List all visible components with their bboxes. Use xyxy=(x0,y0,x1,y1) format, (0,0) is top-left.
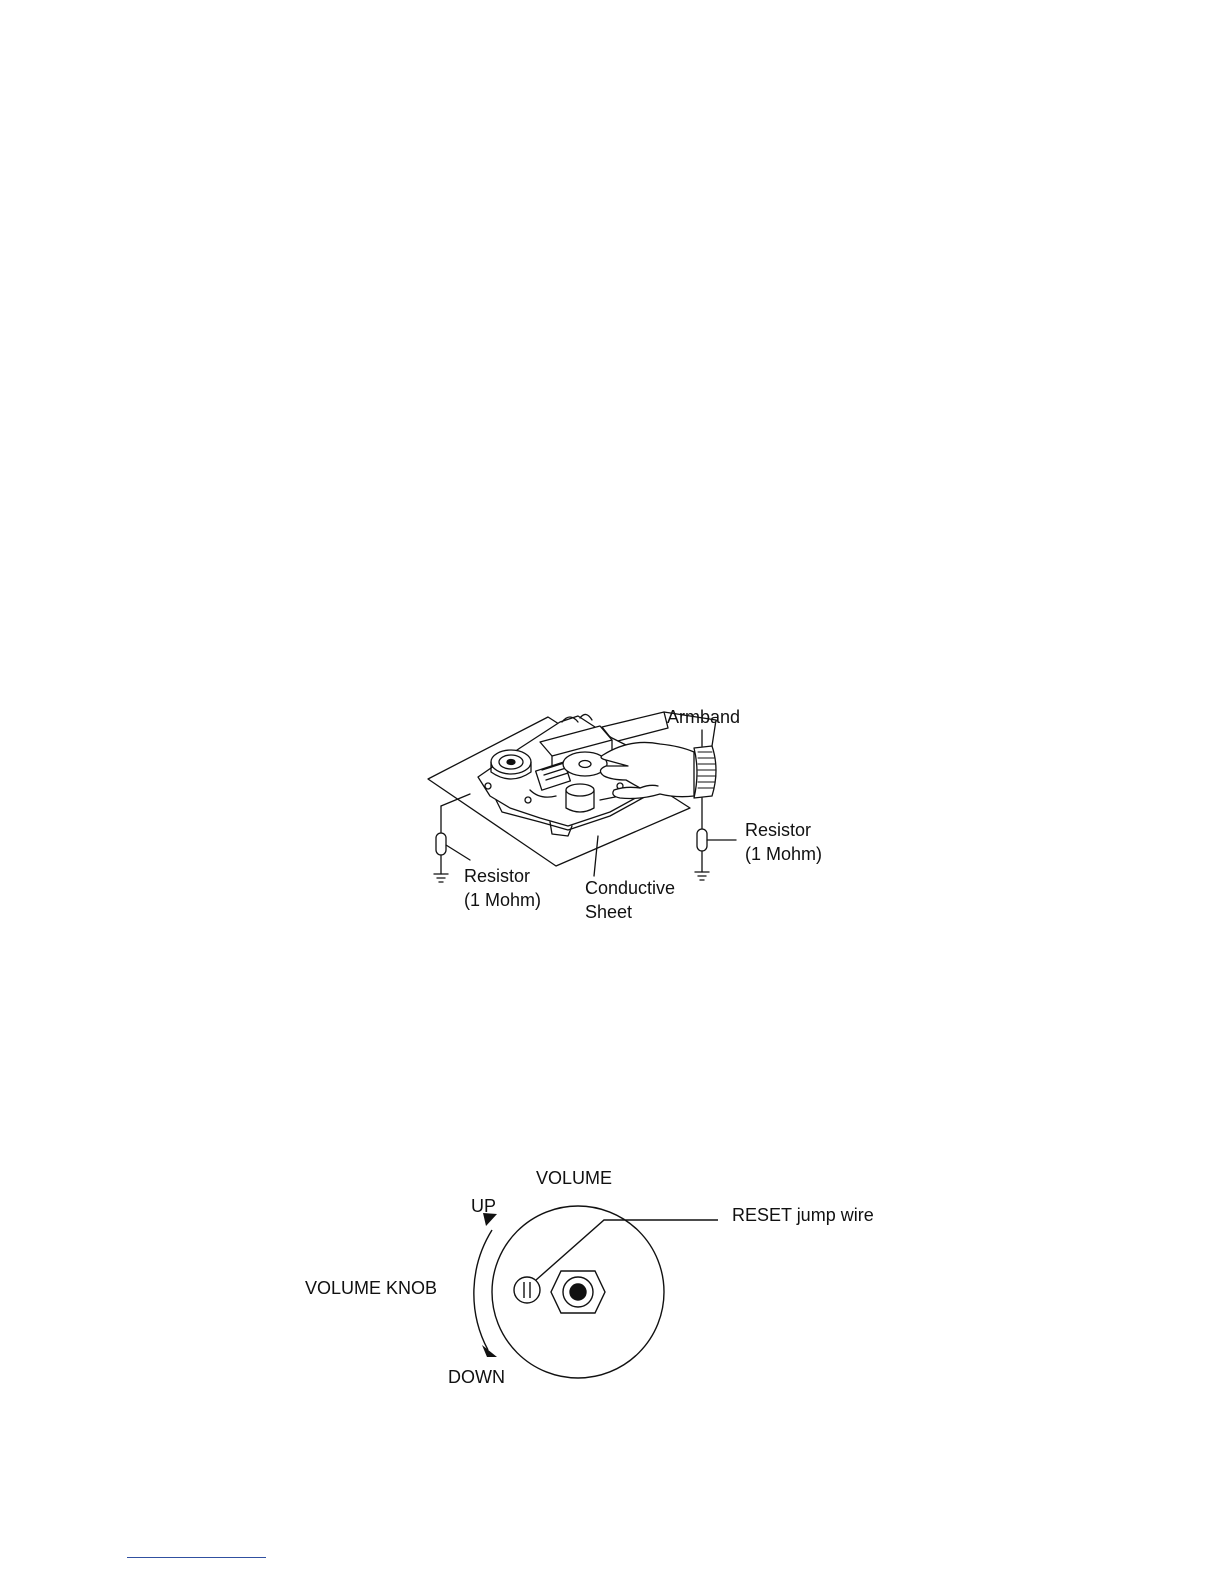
conductive-sheet-label-2: Sheet xyxy=(585,902,633,922)
reset-jump-wire-label: RESET jump wire xyxy=(732,1205,874,1225)
rotation-arc xyxy=(474,1230,492,1350)
volume-title: VOLUME xyxy=(536,1168,613,1188)
left-resistor-label: Resistor xyxy=(464,866,531,886)
left-resistor-value: (1 Mohm) xyxy=(464,890,542,910)
right-resistor-label: Resistor xyxy=(745,820,812,840)
right-resistor-value: (1 Mohm) xyxy=(745,844,823,864)
up-label: UP xyxy=(471,1196,497,1216)
reset-jump-wire-circle xyxy=(514,1277,540,1303)
volume-knob-label: VOLUME KNOB xyxy=(305,1278,438,1298)
down-label: DOWN xyxy=(448,1367,505,1387)
conductive-sheet-label: Conductive xyxy=(585,878,676,898)
armband-label: Armband xyxy=(667,707,741,727)
down-arrow-icon xyxy=(482,1345,497,1357)
footer-rule xyxy=(127,1557,266,1558)
